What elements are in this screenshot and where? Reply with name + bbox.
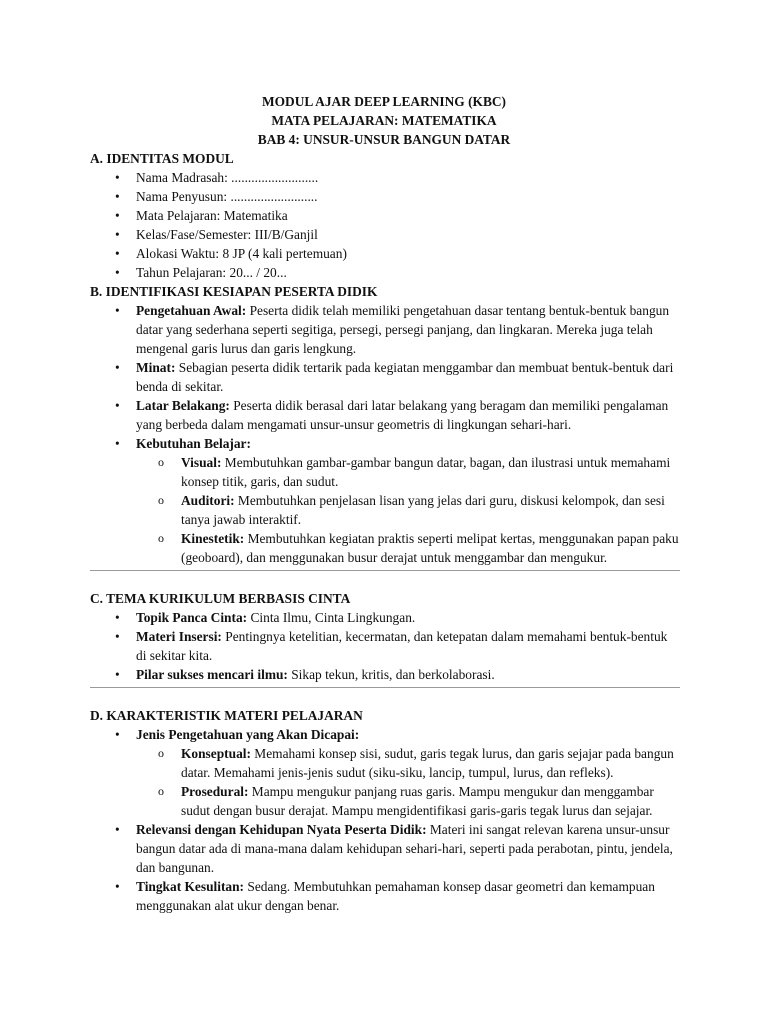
list-item: • Tingkat Kesulitan: Sedang. Membutuhkan pemahaman konsep dasar geometri dan kemampuan menggunakan alat ukur dengan benar. xyxy=(115,879,655,913)
bullet-icon: • xyxy=(115,246,120,261)
circle-bullet-icon: o xyxy=(158,455,164,469)
learning-needs-sublist xyxy=(136,453,680,567)
list-item: • Kelas/Fase/Semester: III/B/Ganjil xyxy=(115,227,318,242)
list-item: • Tahun Pelajaran: 20... / 20... xyxy=(115,265,287,280)
bullet-icon: • xyxy=(115,822,120,837)
bullet-icon: • xyxy=(115,436,120,451)
title-line-2: MATA PELAJARAN: MATEMATIKA xyxy=(271,113,497,128)
list-item: • Pengetahuan Awal: Peserta didik telah memiliki pengetahuan dasar tentang bentuk-bentuk bangun datar yang sederhana seperti segitiga, persegi, persegi panjang, dan lingkaran. Mereka juga telah mengenal garis lurus dan garis lengkung. xyxy=(115,303,670,356)
spacer xyxy=(90,571,680,589)
bullet-icon: • xyxy=(115,189,120,204)
circle-bullet-icon: o xyxy=(158,531,164,545)
list-item: o Visual: Membutuhkan gambar-gambar bangun datar, bagan, dan ilustrasi untuk memahami konsep titik, garis, dan sudut. xyxy=(158,455,671,489)
list-item: • Kebutuhan Belajar: o Visual: Membutuhkan gambar-gambar bangun datar, bagan, dan ilustrasi untuk memahami konsep titik, garis, dan sudut. o Auditori: Membutuhkan penjelasan lisan yang jelas dari guru, diskusi kelompok, dan sesi tanya jawab interaktif. o Kinestetik: Membutuhkan kegiatan praktis seperti melipat kertas, menggunakan papan paku (geoboard), dan menggunakan busur derajat untuk menggambar dan mengukur. xyxy=(115,436,679,565)
section-c-heading: C. TEMA KURIKULUM BERBASIS CINTA xyxy=(90,591,351,606)
bullet-icon: • xyxy=(115,227,120,242)
section-d-heading: D. KARAKTERISTIK MATERI PELAJARAN xyxy=(90,708,363,723)
list-item: • Relevansi dengan Kehidupan Nyata Peserta Didik: Materi ini sangat relevan karena unsur-unsur bangun datar ada di mana-mana dalam kehidupan sehari-hari, seperti pada perabotan, pintu, jendela, dan bangunan. xyxy=(115,822,673,875)
section-a-heading: A. IDENTITAS MODUL xyxy=(90,151,234,166)
bullet-icon: • xyxy=(115,629,120,644)
list-item: o Auditori: Membutuhkan penjelasan lisan yang jelas dari guru, diskusi kelompok, dan sesi tanya jawab interaktif. xyxy=(158,493,665,527)
section-a-list xyxy=(90,168,680,282)
circle-bullet-icon: o xyxy=(158,784,164,798)
title-line-3: BAB 4: UNSUR-UNSUR BANGUN DATAR xyxy=(257,132,511,147)
section-b-heading: B. IDENTIFIKASI KESIAPAN PESERTA DIDIK xyxy=(90,284,378,299)
bullet-icon: • xyxy=(115,879,120,894)
list-item: • Pilar sukses mencari ilmu: Sikap tekun, kritis, dan berkolaborasi. xyxy=(115,667,495,682)
document-body xyxy=(90,149,680,915)
knowledge-type-sublist xyxy=(136,744,680,820)
bullet-icon: • xyxy=(115,727,120,742)
bullet-icon: • xyxy=(115,208,120,223)
list-item: o Prosedural: Mampu mengukur panjang ruas garis. Mampu mengukur dan menggambar sudut dengan busur derajat. Mampu mengidentifikasi garis-garis tegak lurus dan sejajar. xyxy=(158,784,654,818)
list-item: • Minat: Sebagian peserta didik tertarik pada kegiatan menggambar dan membuat bentuk-bentuk dari benda di sekitar. xyxy=(115,360,674,394)
list-item: • Materi Insersi: Pentingnya ketelitian, kecermatan, dan ketepatan dalam memahami bentuk-bentuk di sekitar kita. xyxy=(115,629,668,663)
bullet-icon: • xyxy=(115,265,120,280)
bullet-icon: • xyxy=(115,360,120,375)
section-b-list xyxy=(90,301,680,567)
bullet-icon: • xyxy=(115,610,120,625)
list-item: • Nama Madrasah: .......................... xyxy=(115,170,319,185)
list-item: • Jenis Pengetahuan yang Akan Dicapai: o Konseptual: Memahami konsep sisi, sudut, garis tegak lurus, dan garis sejajar pada bangun datar. Memahami jenis-jenis sudut (siku-siku, lancip, tumpul, lurus, dan refleks). o Prosedural: Mampu mengukur panjang ruas garis. Mampu mengukur dan menggambar sudut dengan busur derajat. Mampu mengidentifikasi garis-garis tegak lurus dan sejajar. xyxy=(90,725,680,820)
section-d-list xyxy=(90,725,680,915)
title-line-1: MODUL AJAR DEEP LEARNING (KBC) xyxy=(261,94,507,109)
section-c-list xyxy=(90,608,680,684)
list-item: o Konseptual: Memahami konsep sisi, sudut, garis tegak lurus, dan garis sejajar pada bangun datar. Memahami jenis-jenis sudut (siku-siku, lancip, tumpul, lurus, dan refleks). xyxy=(158,746,674,780)
list-item: • Alokasi Waktu: 8 JP (4 kali pertemuan) xyxy=(115,246,347,261)
list-item: o Kinestetik: Membutuhkan kegiatan praktis seperti melipat kertas, menggunakan papan paku (geoboard), dan menggunakan busur derajat untuk menggambar dan mengukur. xyxy=(158,531,679,565)
circle-bullet-icon: o xyxy=(158,746,164,760)
bullet-icon: • xyxy=(115,303,120,318)
list-item: • Latar Belakang: Peserta didik berasal dari latar belakang yang beragam dan memiliki pengalaman yang berbeda dalam mengamati unsur-unsur geometris di lingkungan sehari-hari. xyxy=(115,398,669,432)
spacer xyxy=(90,688,680,706)
document-title xyxy=(0,92,768,149)
list-item: • Nama Penyusun: .......................... xyxy=(115,189,318,204)
bullet-icon: • xyxy=(115,398,120,413)
list-item: • Topik Panca Cinta: Cinta Ilmu, Cinta Lingkungan. xyxy=(115,610,416,625)
list-item: • Mata Pelajaran: Matematika xyxy=(115,208,288,223)
bullet-icon: • xyxy=(115,667,120,682)
bullet-icon: • xyxy=(115,170,120,185)
circle-bullet-icon: o xyxy=(158,493,164,507)
